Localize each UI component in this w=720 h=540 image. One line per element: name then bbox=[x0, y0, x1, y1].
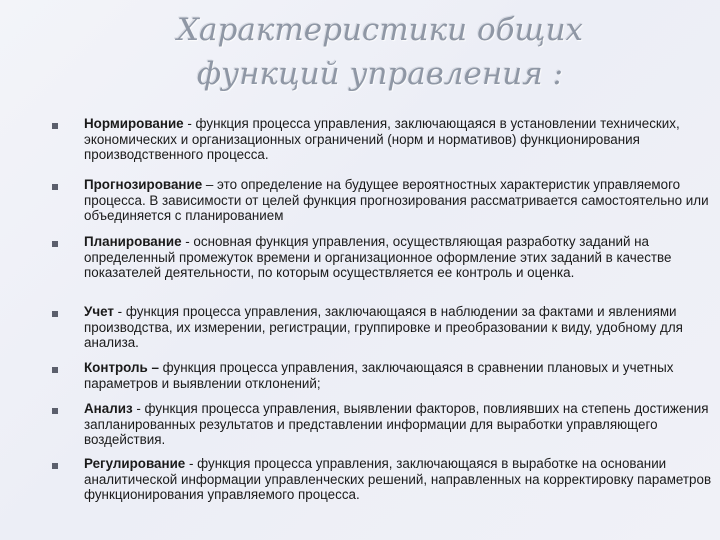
list-item-term: Прогнозирование bbox=[84, 177, 203, 192]
slide-title bbox=[80, 8, 680, 96]
list-item-text: - функция процесса управления, заключающаяся в установлении технических, экономических и организационных ограничений (норм и нормативов) функционирования производственного процесса. bbox=[84, 116, 680, 162]
list-item-text: - функция процесса управления, заключающаяся в выработке на основании аналитической информации управленческих решений, направленных на корректировку параметров функционирования управляемого процесса. bbox=[84, 456, 712, 502]
list-item-text: - функция процесса управления, выявлении факторов, повлиявших на степень достижения запланированных результатов и представлении информации для выработки управляющего воздействия. bbox=[84, 401, 709, 447]
list-item-term: Нормирование bbox=[84, 116, 184, 131]
square-bullet-icon bbox=[52, 311, 58, 317]
list-item-term: Планирование bbox=[84, 234, 182, 249]
list-item-uchet bbox=[52, 304, 712, 351]
list-item-term: Регулирование bbox=[84, 456, 186, 471]
square-bullet-icon bbox=[52, 241, 58, 247]
list-item-term: Контроль – bbox=[84, 360, 159, 375]
square-bullet-icon bbox=[52, 463, 58, 469]
list-item-planirovanie bbox=[52, 234, 712, 281]
list-item-term: Анализ bbox=[84, 401, 133, 416]
square-bullet-icon bbox=[52, 184, 58, 190]
list-item-text: - функция процесса управления, заключающаяся в наблюдении за фактами и явлениями производства, их измерении, регистрации, группировке и преобразовании к виду, удобному для анализа. bbox=[84, 304, 683, 350]
list-item-normirovanie bbox=[52, 116, 712, 163]
list-item-text: – это определение на будущее вероятностных характеристик управляемого процесса. В зависимости от целей функция прогнозирования рассматривается самостоятельно или объединяется с планированием bbox=[84, 177, 709, 223]
list-item-kontrol bbox=[52, 360, 712, 391]
square-bullet-icon bbox=[52, 123, 58, 129]
slide-title-line-2: функций управления : bbox=[196, 56, 564, 92]
square-bullet-icon bbox=[52, 408, 58, 414]
slide-title-line-1: Характеристики общих bbox=[176, 12, 584, 48]
list-item-prognozirovanie bbox=[52, 177, 712, 224]
list-item-analiz bbox=[52, 401, 712, 448]
list-item-text: функция процесса управления, заключающаяся в сравнении плановых и учетных параметров и выявлении отклонений; bbox=[84, 360, 674, 391]
list-item-text: - основная функция управления, осуществляющая разработку заданий на определенный промежуток времени и организационное оформление этих заданий в качестве показателей деятельности, по которым осуществляется ее контроль и оценка. bbox=[84, 234, 672, 280]
list-item-regulirovanie bbox=[52, 456, 712, 503]
list-item-term: Учет bbox=[84, 304, 114, 319]
square-bullet-icon bbox=[52, 367, 58, 373]
